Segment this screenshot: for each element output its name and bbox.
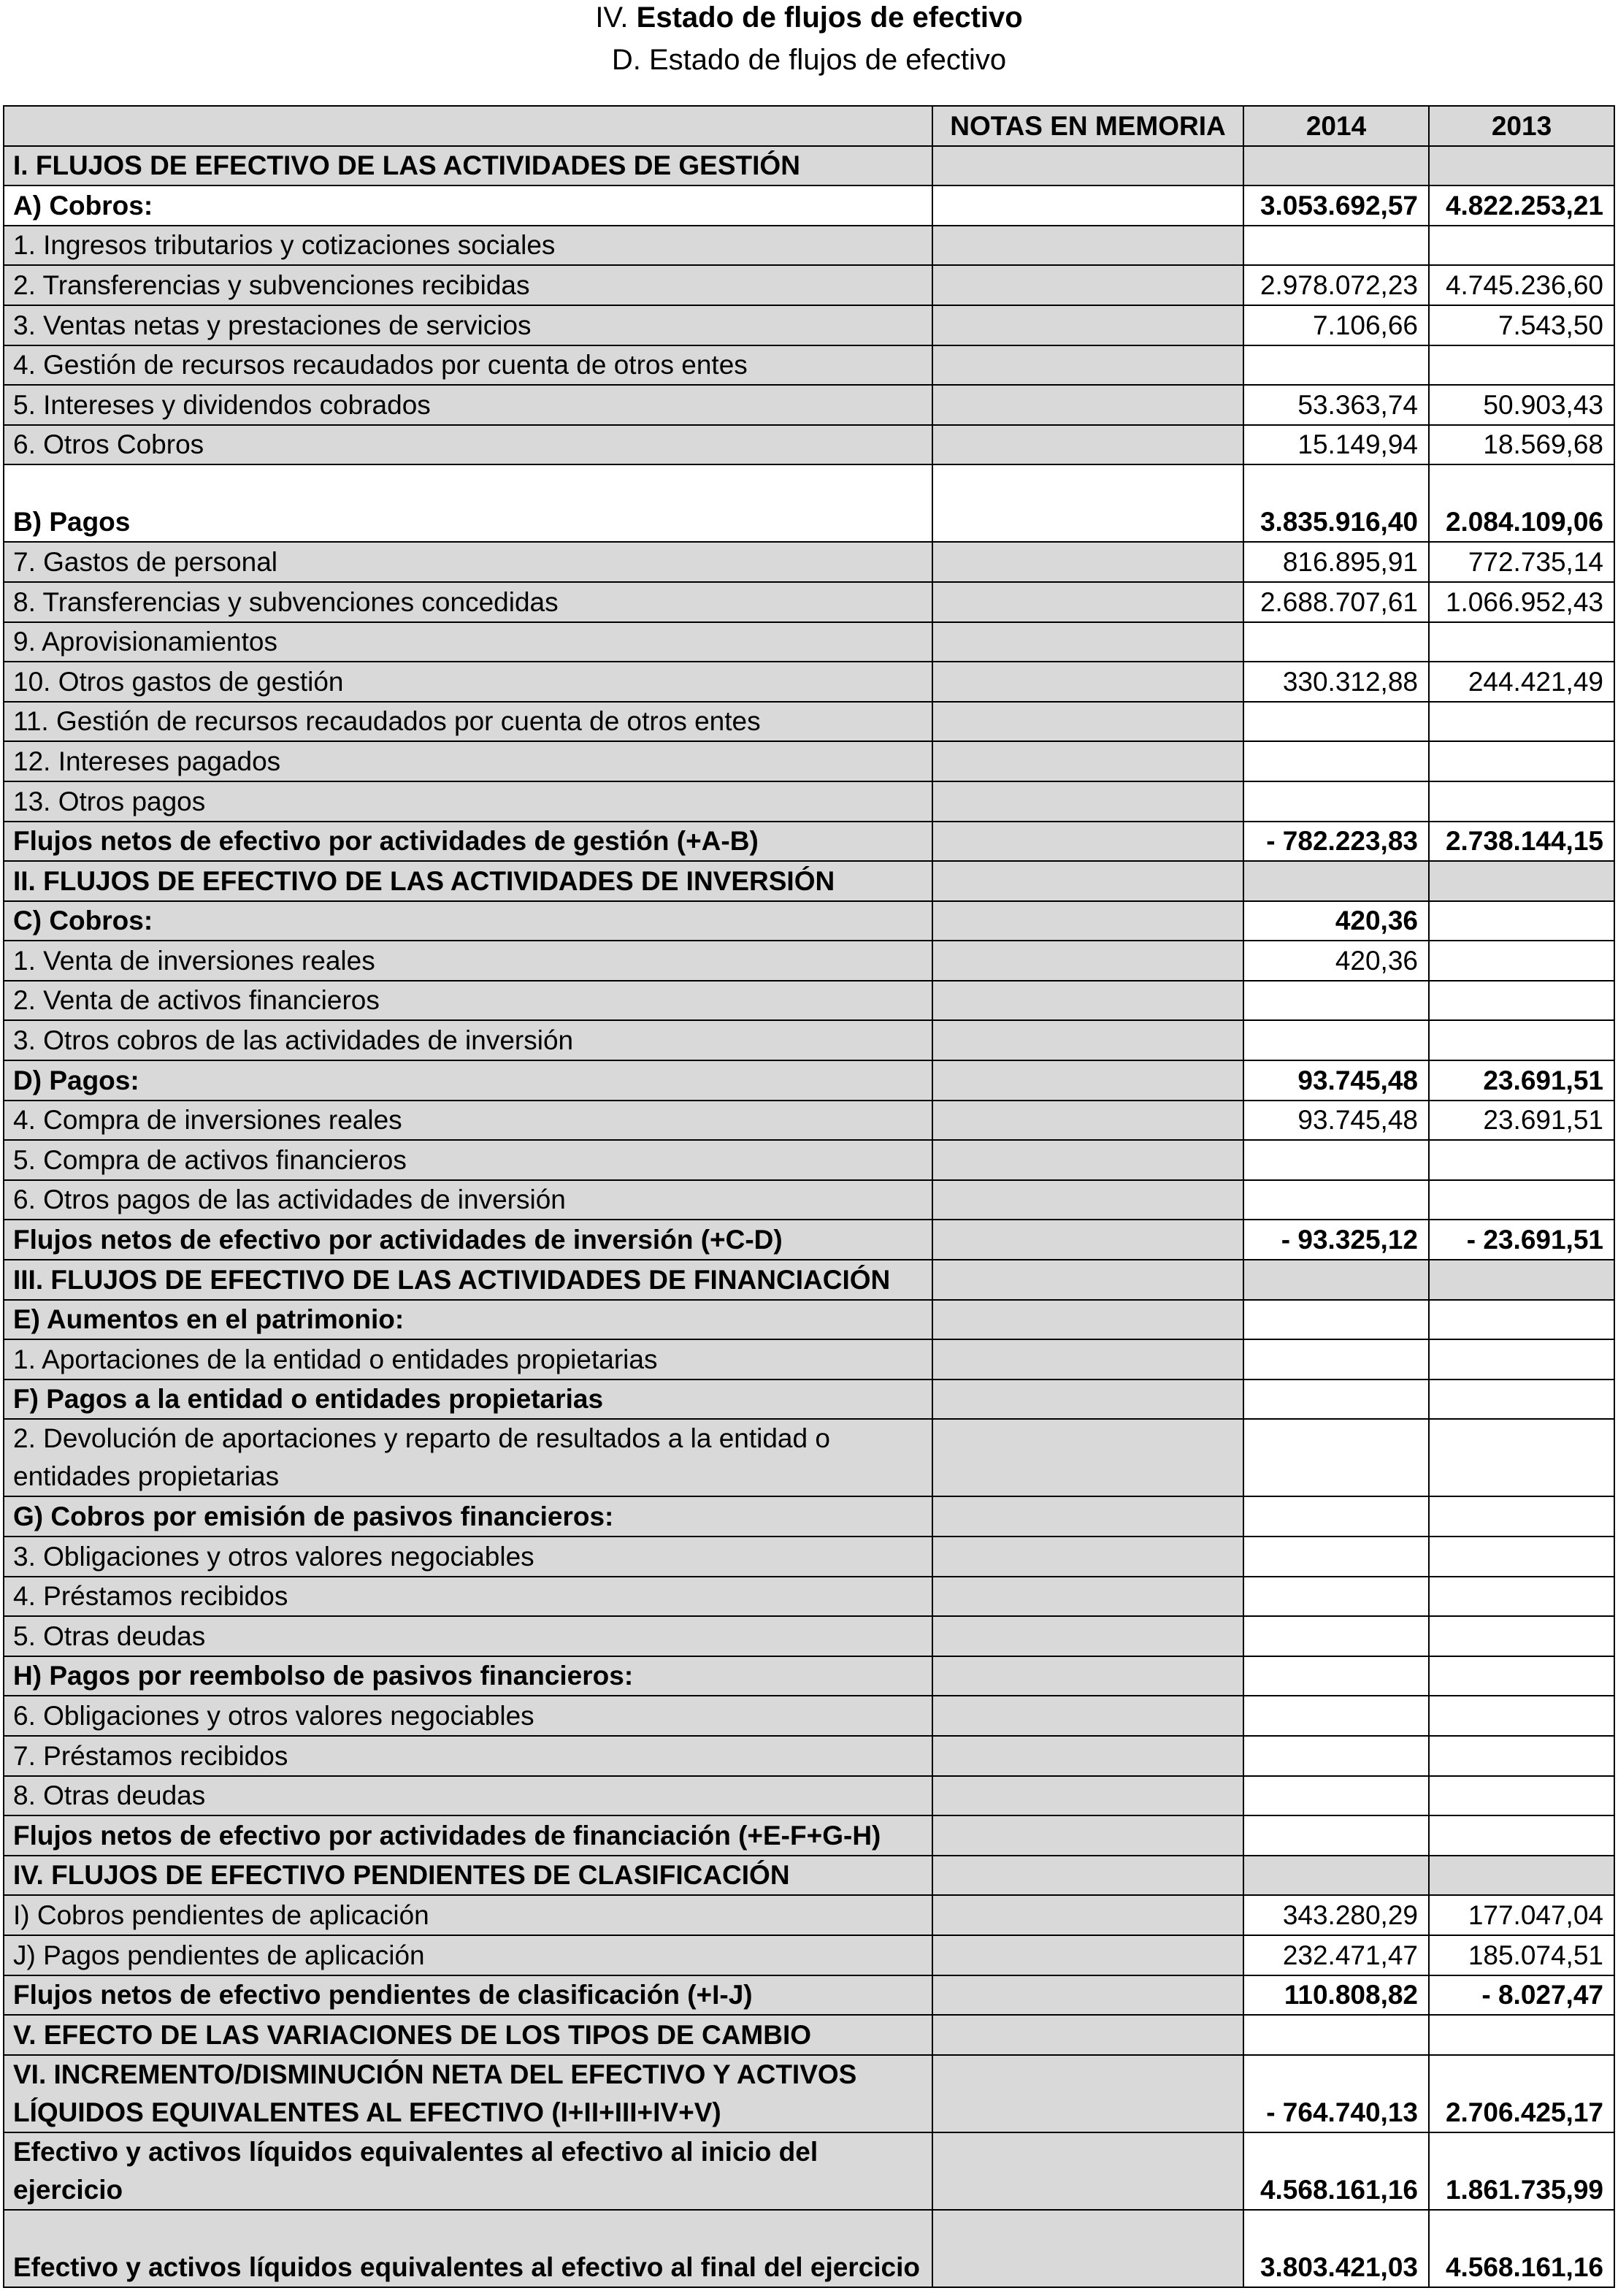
row-notes xyxy=(932,582,1243,622)
table-row xyxy=(4,1935,1614,1975)
row-notes xyxy=(932,146,1243,186)
table-row xyxy=(4,1220,1614,1260)
row-label: I) Cobros pendientes de aplicación xyxy=(4,1895,932,1935)
table-row xyxy=(4,2015,1614,2055)
row-value-2014 xyxy=(1243,1419,1429,1496)
row-value-2014 xyxy=(1243,1339,1429,1379)
row-value-2014: 2.688.707,61 xyxy=(1243,582,1429,622)
table-row xyxy=(4,1140,1614,1180)
row-label: 3. Ventas netas y prestaciones de servicios xyxy=(4,305,932,345)
table-row xyxy=(4,2132,1614,2210)
row-label: Efectivo y activos líquidos equivalentes al efectivo al final del ejercicio xyxy=(4,2210,932,2287)
table-row xyxy=(4,1975,1614,2016)
row-value-2013: 2.738.144,15 xyxy=(1429,822,1614,862)
table-row xyxy=(4,464,1614,542)
row-label: D) Pagos: xyxy=(4,1060,932,1101)
row-value-2014 xyxy=(1243,1260,1429,1300)
row-label: 11. Gestión de recursos recaudados por cuenta de otros entes xyxy=(4,702,932,742)
row-value-2013: 7.543,50 xyxy=(1429,305,1614,345)
row-notes xyxy=(932,385,1243,425)
row-label: 1. Venta de inversiones reales xyxy=(4,941,932,981)
row-value-2014: 15.149,94 xyxy=(1243,425,1429,465)
row-label: III. FLUJOS DE EFECTIVO DE LAS ACTIVIDADES DE FINANCIACIÓN xyxy=(4,1260,932,1300)
table-row xyxy=(4,1656,1614,1696)
row-label: 3. Obligaciones y otros valores negociables xyxy=(4,1537,932,1577)
row-value-2013 xyxy=(1429,1537,1614,1577)
table-header-row xyxy=(4,106,1614,146)
row-value-2013 xyxy=(1429,1856,1614,1896)
row-notes xyxy=(932,1101,1243,1141)
row-notes xyxy=(932,741,1243,781)
row-value-2014: - 782.223,83 xyxy=(1243,822,1429,862)
row-notes xyxy=(932,981,1243,1021)
row-value-2014 xyxy=(1243,1656,1429,1696)
row-label: G) Cobros por emisión de pasivos financieros: xyxy=(4,1496,932,1537)
row-label: B) Pagos xyxy=(4,464,932,542)
row-value-2014: 3.835.916,40 xyxy=(1243,464,1429,542)
table-row xyxy=(4,1616,1614,1656)
row-value-2013 xyxy=(1429,1496,1614,1537)
table-row xyxy=(4,1180,1614,1220)
row-value-2014 xyxy=(1243,1696,1429,1736)
row-value-2013 xyxy=(1429,1300,1614,1340)
table-row xyxy=(4,2055,1614,2132)
row-value-2013 xyxy=(1429,1419,1614,1496)
row-label: 5. Intereses y dividendos cobrados xyxy=(4,385,932,425)
row-value-2014 xyxy=(1243,345,1429,386)
table-row xyxy=(4,2210,1614,2287)
table-row xyxy=(4,622,1614,662)
table-row xyxy=(4,226,1614,266)
row-notes xyxy=(932,2055,1243,2132)
row-notes xyxy=(932,1339,1243,1379)
row-value-2013: 4.745.236,60 xyxy=(1429,265,1614,305)
row-value-2014 xyxy=(1243,1020,1429,1060)
row-notes xyxy=(932,781,1243,822)
row-value-2014 xyxy=(1243,1815,1429,1856)
cash-flow-table-body xyxy=(4,106,1614,2287)
row-label: VI. INCREMENTO/DISMINUCIÓN NETA DEL EFECTIVO Y ACTIVOS LÍQUIDOS EQUIVALENTES AL EFECTIVO (I+II+III+IV+V) xyxy=(4,2055,932,2132)
table-row xyxy=(4,861,1614,901)
row-notes xyxy=(932,1140,1243,1180)
row-value-2013 xyxy=(1429,2015,1614,2055)
row-notes xyxy=(932,822,1243,862)
row-label: 1. Ingresos tributarios y cotizaciones sociales xyxy=(4,226,932,266)
row-value-2014: 420,36 xyxy=(1243,941,1429,981)
row-value-2014: 232.471,47 xyxy=(1243,1935,1429,1975)
row-value-2014 xyxy=(1243,1537,1429,1577)
row-value-2013: 23.691,51 xyxy=(1429,1060,1614,1101)
row-value-2013 xyxy=(1429,781,1614,822)
row-value-2013: 1.066.952,43 xyxy=(1429,582,1614,622)
row-value-2014: 3.053.692,57 xyxy=(1243,185,1429,226)
table-row xyxy=(4,1537,1614,1577)
row-value-2014: 420,36 xyxy=(1243,901,1429,941)
table-row xyxy=(4,425,1614,465)
row-notes xyxy=(932,1496,1243,1537)
row-value-2013 xyxy=(1429,622,1614,662)
table-row xyxy=(4,1060,1614,1101)
row-notes xyxy=(932,1776,1243,1816)
table-row xyxy=(4,662,1614,702)
row-label: 5. Otras deudas xyxy=(4,1616,932,1656)
row-value-2013 xyxy=(1429,1379,1614,1420)
row-value-2014: - 764.740,13 xyxy=(1243,2055,1429,2132)
row-value-2014 xyxy=(1243,1736,1429,1776)
table-row xyxy=(4,822,1614,862)
row-value-2013 xyxy=(1429,981,1614,1021)
row-notes xyxy=(932,1895,1243,1935)
row-value-2013: 4.822.253,21 xyxy=(1429,185,1614,226)
table-row xyxy=(4,1736,1614,1776)
row-label: 1. Aportaciones de la entidad o entidades propietarias xyxy=(4,1339,932,1379)
row-notes xyxy=(932,1656,1243,1696)
row-value-2013: 177.047,04 xyxy=(1429,1895,1614,1935)
table-row xyxy=(4,1696,1614,1736)
row-label: 7. Préstamos recibidos xyxy=(4,1736,932,1776)
row-label: 7. Gastos de personal xyxy=(4,542,932,582)
row-label: 5. Compra de activos financieros xyxy=(4,1140,932,1180)
header-concept xyxy=(4,106,932,146)
row-value-2014: 110.808,82 xyxy=(1243,1975,1429,2016)
table-row xyxy=(4,941,1614,981)
row-label: Flujos netos de efectivo por actividades de inversión (+C-D) xyxy=(4,1220,932,1260)
row-value-2013: 1.861.735,99 xyxy=(1429,2132,1614,2210)
row-notes xyxy=(932,345,1243,386)
table-row xyxy=(4,542,1614,582)
row-value-2013: 18.569,68 xyxy=(1429,425,1614,465)
row-notes xyxy=(932,1220,1243,1260)
row-value-2014 xyxy=(1243,981,1429,1021)
row-value-2014: 330.312,88 xyxy=(1243,662,1429,702)
row-notes xyxy=(932,1616,1243,1656)
row-notes xyxy=(932,1975,1243,2016)
row-value-2014 xyxy=(1243,781,1429,822)
row-value-2014: 93.745,48 xyxy=(1243,1060,1429,1101)
row-notes xyxy=(932,2015,1243,2055)
row-notes xyxy=(932,622,1243,662)
row-notes xyxy=(932,542,1243,582)
table-row xyxy=(4,146,1614,186)
table-row xyxy=(4,305,1614,345)
row-value-2014 xyxy=(1243,1180,1429,1220)
row-value-2013: 50.903,43 xyxy=(1429,385,1614,425)
row-value-2014: 343.280,29 xyxy=(1243,1895,1429,1935)
row-notes xyxy=(932,464,1243,542)
row-value-2013: 23.691,51 xyxy=(1429,1101,1614,1141)
row-notes xyxy=(932,1856,1243,1896)
row-label: C) Cobros: xyxy=(4,901,932,941)
row-value-2014 xyxy=(1243,1300,1429,1340)
row-value-2013 xyxy=(1429,345,1614,386)
header-notas: NOTAS EN MEMORIA xyxy=(932,106,1243,146)
table-row xyxy=(4,185,1614,226)
row-value-2014 xyxy=(1243,226,1429,266)
row-notes xyxy=(932,2210,1243,2287)
table-row xyxy=(4,1776,1614,1816)
row-value-2013: 244.421,49 xyxy=(1429,662,1614,702)
row-value-2014: 816.895,91 xyxy=(1243,542,1429,582)
row-value-2013 xyxy=(1429,1140,1614,1180)
row-notes xyxy=(932,1577,1243,1617)
row-notes xyxy=(932,226,1243,266)
row-value-2014 xyxy=(1243,1577,1429,1617)
row-value-2013 xyxy=(1429,861,1614,901)
row-value-2013 xyxy=(1429,901,1614,941)
table-row xyxy=(4,1895,1614,1935)
row-notes xyxy=(932,901,1243,941)
row-label: 6. Otros Cobros xyxy=(4,425,932,465)
title-text: Estado de flujos de efectivo xyxy=(636,1,1023,34)
row-value-2014 xyxy=(1243,2015,1429,2055)
row-value-2013 xyxy=(1429,226,1614,266)
row-notes xyxy=(932,1696,1243,1736)
row-notes xyxy=(932,1260,1243,1300)
row-value-2013 xyxy=(1429,741,1614,781)
row-label: 4. Préstamos recibidos xyxy=(4,1577,932,1617)
row-label: 10. Otros gastos de gestión xyxy=(4,662,932,702)
row-notes xyxy=(932,1180,1243,1220)
row-label: 2. Transferencias y subvenciones recibidas xyxy=(4,265,932,305)
row-value-2013 xyxy=(1429,1656,1614,1696)
document-title xyxy=(0,0,1618,35)
row-value-2014: 7.106,66 xyxy=(1243,305,1429,345)
row-value-2013: - 8.027,47 xyxy=(1429,1975,1614,2016)
row-value-2013: - 23.691,51 xyxy=(1429,1220,1614,1260)
row-value-2013 xyxy=(1429,1696,1614,1736)
row-value-2013 xyxy=(1429,1815,1614,1856)
row-label: 2. Devolución de aportaciones y reparto de resultados a la entidad o entidades propietarias xyxy=(4,1419,932,1496)
row-label: 8. Transferencias y subvenciones concedidas xyxy=(4,582,932,622)
row-label: E) Aumentos en el patrimonio: xyxy=(4,1300,932,1340)
row-value-2014 xyxy=(1243,1616,1429,1656)
row-notes xyxy=(932,2132,1243,2210)
row-notes xyxy=(932,1060,1243,1101)
row-notes xyxy=(932,305,1243,345)
table-row xyxy=(4,385,1614,425)
row-value-2014: 4.568.161,16 xyxy=(1243,2132,1429,2210)
row-notes xyxy=(932,1815,1243,1856)
row-notes xyxy=(932,1379,1243,1420)
row-notes xyxy=(932,1300,1243,1340)
table-row xyxy=(4,1300,1614,1340)
row-label: 6. Otros pagos de las actividades de inversión xyxy=(4,1180,932,1220)
row-value-2014 xyxy=(1243,1496,1429,1537)
row-value-2014 xyxy=(1243,702,1429,742)
row-value-2014 xyxy=(1243,741,1429,781)
table-row xyxy=(4,1496,1614,1537)
row-label: II. FLUJOS DE EFECTIVO DE LAS ACTIVIDADES DE INVERSIÓN xyxy=(4,861,932,901)
row-value-2013: 185.074,51 xyxy=(1429,1935,1614,1975)
table-row xyxy=(4,1020,1614,1060)
row-notes xyxy=(932,861,1243,901)
row-value-2014 xyxy=(1243,1776,1429,1816)
row-label: Flujos netos de efectivo por actividades de financiación (+E-F+G-H) xyxy=(4,1815,932,1856)
row-label: 13. Otros pagos xyxy=(4,781,932,822)
table-row xyxy=(4,1260,1614,1300)
row-label: 4. Gestión de recursos recaudados por cuenta de otros entes xyxy=(4,345,932,386)
row-value-2014: 2.978.072,23 xyxy=(1243,265,1429,305)
row-value-2013 xyxy=(1429,1020,1614,1060)
row-value-2013 xyxy=(1429,1776,1614,1816)
row-label: 6. Obligaciones y otros valores negociables xyxy=(4,1696,932,1736)
row-notes xyxy=(932,1020,1243,1060)
row-notes xyxy=(932,1537,1243,1577)
table-row xyxy=(4,901,1614,941)
row-value-2013: 2.084.109,06 xyxy=(1429,464,1614,542)
table-row xyxy=(4,1815,1614,1856)
row-value-2014 xyxy=(1243,146,1429,186)
row-label: 2. Venta de activos financieros xyxy=(4,981,932,1021)
row-notes xyxy=(932,702,1243,742)
row-notes xyxy=(932,662,1243,702)
row-label: F) Pagos a la entidad o entidades propietarias xyxy=(4,1379,932,1420)
row-value-2014: 3.803.421,03 xyxy=(1243,2210,1429,2287)
table-row xyxy=(4,781,1614,822)
row-value-2013 xyxy=(1429,1260,1614,1300)
table-row xyxy=(4,1101,1614,1141)
row-notes xyxy=(932,1736,1243,1776)
row-value-2014: 93.745,48 xyxy=(1243,1101,1429,1141)
row-label: Flujos netos de efectivo por actividades de gestión (+A-B) xyxy=(4,822,932,862)
row-notes xyxy=(932,265,1243,305)
table-row xyxy=(4,1339,1614,1379)
row-value-2013: 772.735,14 xyxy=(1429,542,1614,582)
table-row xyxy=(4,345,1614,386)
row-label: Efectivo y activos líquidos equivalentes al efectivo al inicio del ejercicio xyxy=(4,2132,932,2210)
row-value-2014: 53.363,74 xyxy=(1243,385,1429,425)
table-row xyxy=(4,1577,1614,1617)
title-prefix: IV. xyxy=(595,1,629,34)
row-value-2014 xyxy=(1243,861,1429,901)
table-row xyxy=(4,265,1614,305)
row-label: 3. Otros cobros de las actividades de inversión xyxy=(4,1020,932,1060)
table-row xyxy=(4,981,1614,1021)
cash-flow-table xyxy=(3,105,1615,2288)
row-value-2014 xyxy=(1243,1379,1429,1420)
table-row xyxy=(4,741,1614,781)
row-value-2013 xyxy=(1429,146,1614,186)
row-value-2014 xyxy=(1243,622,1429,662)
row-value-2014 xyxy=(1243,1856,1429,1896)
row-label: IV. FLUJOS DE EFECTIVO PENDIENTES DE CLASIFICACIÓN xyxy=(4,1856,932,1896)
row-label: H) Pagos por reembolso de pasivos financieros: xyxy=(4,1656,932,1696)
document-subtitle: D. Estado de flujos de efectivo xyxy=(611,44,1007,76)
row-notes xyxy=(932,1419,1243,1496)
row-value-2013 xyxy=(1429,1339,1614,1379)
row-value-2013 xyxy=(1429,1577,1614,1617)
row-value-2013 xyxy=(1429,702,1614,742)
row-label: 8. Otras deudas xyxy=(4,1776,932,1816)
table-row xyxy=(4,1379,1614,1420)
row-value-2013: 2.706.425,17 xyxy=(1429,2055,1614,2132)
row-value-2013 xyxy=(1429,1180,1614,1220)
row-label: 12. Intereses pagados xyxy=(4,741,932,781)
table-row xyxy=(4,702,1614,742)
row-label: J) Pagos pendientes de aplicación xyxy=(4,1935,932,1975)
row-notes xyxy=(932,425,1243,465)
table-row xyxy=(4,1419,1614,1496)
row-label: Flujos netos de efectivo pendientes de clasificación (+I-J) xyxy=(4,1975,932,2016)
row-value-2013 xyxy=(1429,1736,1614,1776)
row-value-2014 xyxy=(1243,1140,1429,1180)
row-notes xyxy=(932,1935,1243,1975)
row-notes xyxy=(932,941,1243,981)
header-2014: 2014 xyxy=(1243,106,1429,146)
row-label: 9. Aprovisionamientos xyxy=(4,622,932,662)
row-notes xyxy=(932,185,1243,226)
row-label: 4. Compra de inversiones reales xyxy=(4,1101,932,1141)
row-label: A) Cobros: xyxy=(4,185,932,226)
row-value-2013 xyxy=(1429,941,1614,981)
row-value-2014: - 93.325,12 xyxy=(1243,1220,1429,1260)
row-label: V. EFECTO DE LAS VARIACIONES DE LOS TIPOS DE CAMBIO xyxy=(4,2015,932,2055)
row-value-2013 xyxy=(1429,1616,1614,1656)
table-row xyxy=(4,582,1614,622)
row-value-2013: 4.568.161,16 xyxy=(1429,2210,1614,2287)
row-label: I. FLUJOS DE EFECTIVO DE LAS ACTIVIDADES DE GESTIÓN xyxy=(4,146,932,186)
table-row xyxy=(4,1856,1614,1896)
header-2013: 2013 xyxy=(1429,106,1614,146)
